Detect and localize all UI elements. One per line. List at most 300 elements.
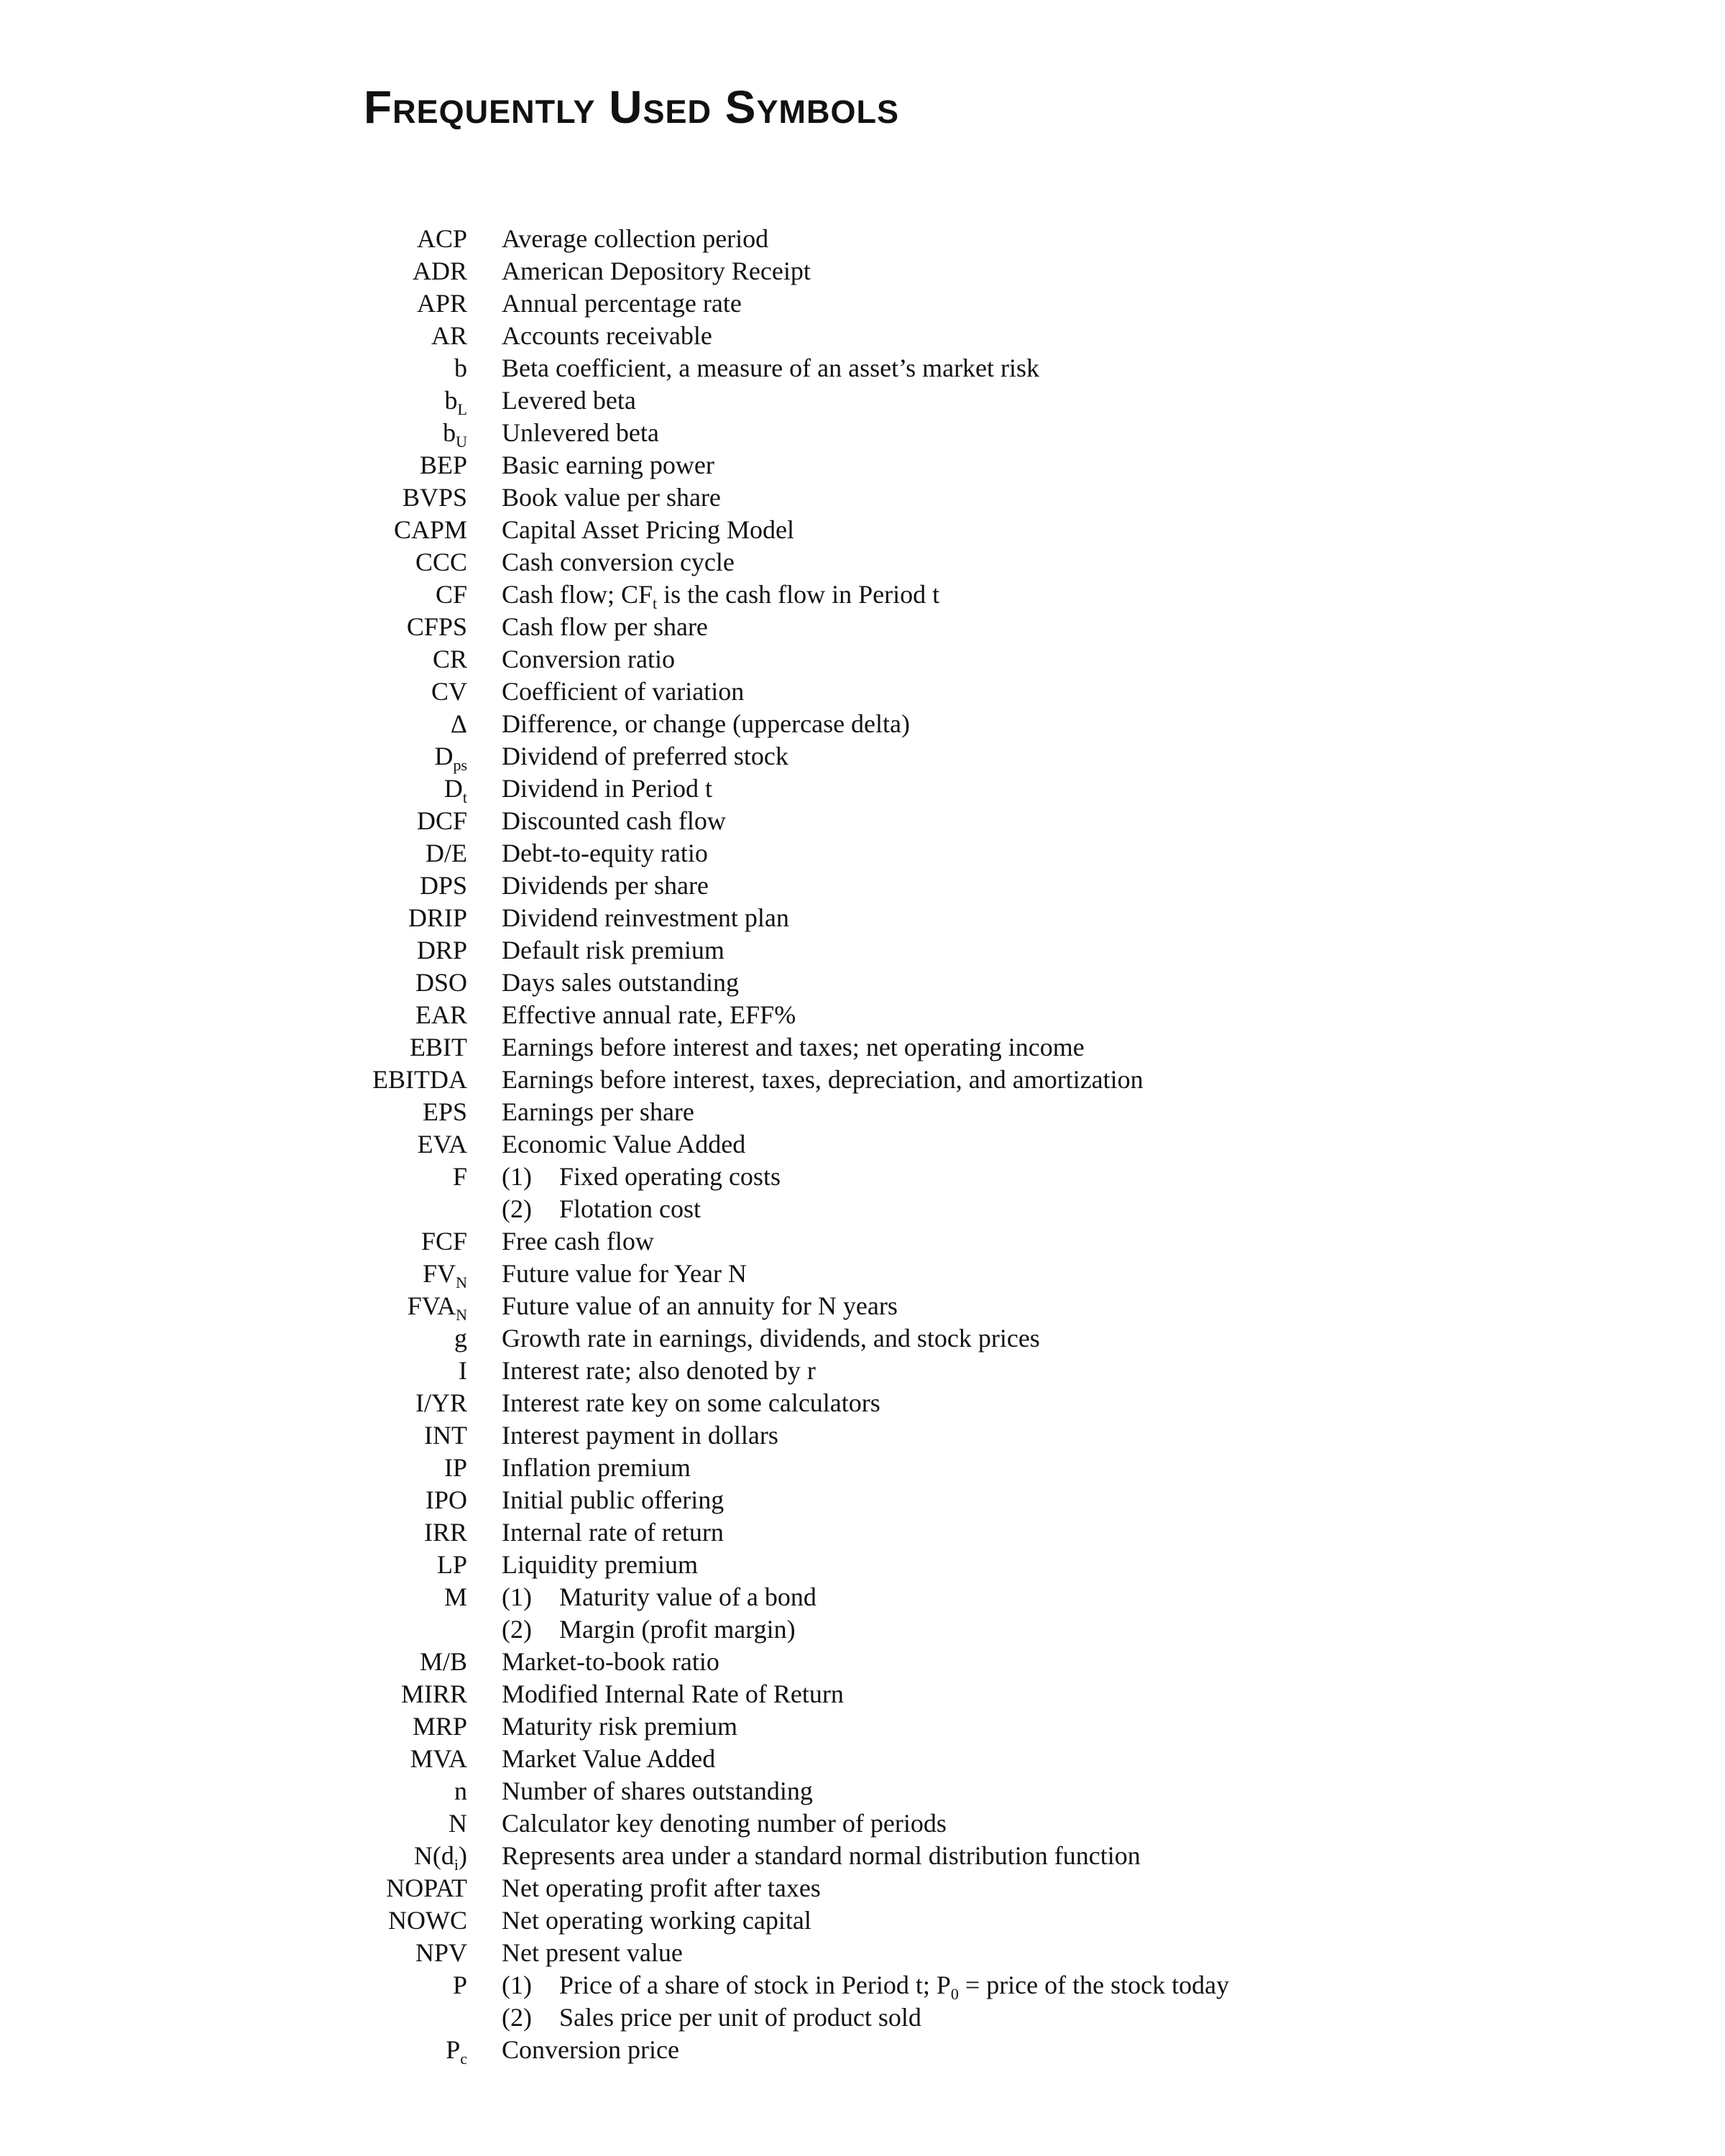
symbol-definitions	[467, 870, 709, 902]
symbol-term	[0, 1840, 467, 1872]
symbol-term	[0, 352, 467, 384]
definition-text: Maturity value of a bond	[559, 1583, 816, 1611]
symbol-text: D	[434, 742, 454, 770]
symbol-entry	[0, 579, 1725, 611]
symbol-text: DRIP	[408, 903, 467, 932]
definition-number: (2)	[502, 1615, 532, 1644]
symbol-definitions	[467, 1743, 715, 1775]
definition-line	[502, 1355, 816, 1387]
definition-text: Future value of an annuity for N years	[502, 1291, 898, 1320]
symbol-entry	[0, 902, 1725, 934]
symbol-text: b	[454, 354, 467, 382]
definition-text: Free cash flow	[502, 1227, 654, 1256]
symbol-term	[0, 643, 467, 676]
symbol-definitions	[467, 611, 708, 643]
definition-line	[502, 999, 796, 1031]
symbol-entry	[0, 320, 1725, 352]
symbol-text: M/B	[419, 1647, 467, 1676]
symbol-text: g	[454, 1324, 467, 1353]
symbol-definitions	[467, 740, 788, 773]
definition-text: Fixed operating costs	[559, 1162, 781, 1191]
symbol-definitions	[467, 1872, 821, 1904]
definition-text: Inflation premium	[502, 1453, 691, 1482]
symbol-text: b	[443, 418, 456, 447]
symbol-definitions	[467, 1031, 1085, 1064]
definition-line	[502, 1904, 811, 1937]
symbol-term	[0, 1904, 467, 1937]
symbol-term	[0, 1387, 467, 1419]
definition-line	[502, 482, 721, 514]
definition-text: Liquidity premium	[502, 1550, 698, 1579]
symbol-definitions	[467, 1904, 811, 1937]
definition-text: Book value per share	[502, 483, 721, 512]
symbol-text: IPO	[425, 1485, 467, 1514]
symbol-entry	[0, 934, 1725, 967]
definition-text: Sales price per unit of product sold	[559, 2003, 921, 2032]
symbol-definitions	[467, 1064, 1144, 1096]
definition-line	[502, 1775, 813, 1807]
symbol-definitions	[467, 546, 735, 579]
symbol-text: CAPM	[393, 515, 467, 544]
definition-line	[502, 384, 636, 417]
symbol-term	[0, 837, 467, 870]
symbol-subscript: L	[457, 400, 467, 418]
definition-text: Price of a share of stock in Period t; P	[559, 1971, 951, 1999]
symbol-definitions	[467, 1161, 781, 1225]
symbol-term	[0, 1290, 467, 1322]
symbol-term	[0, 805, 467, 837]
definition-text: Days sales outstanding	[502, 968, 739, 997]
symbol-term	[0, 1128, 467, 1161]
definition-text: Margin (profit margin)	[559, 1615, 796, 1644]
symbol-definitions	[467, 1646, 719, 1678]
definition-text: Interest rate key on some calculators	[502, 1388, 880, 1417]
definition-text: Number of shares outstanding	[502, 1777, 813, 1805]
definition-line	[502, 870, 709, 902]
definition-text: Basic earning power	[502, 451, 714, 479]
symbol-text: MIRR	[400, 1680, 467, 1708]
symbol-term	[0, 1807, 467, 1840]
definition-line	[502, 676, 744, 708]
symbol-text: EBIT	[410, 1033, 467, 1061]
symbol-entry	[0, 708, 1725, 740]
definition-line	[502, 1710, 737, 1743]
symbol-entry	[0, 1161, 1725, 1225]
symbol-suffix: )	[459, 1841, 467, 1870]
symbol-term	[0, 482, 467, 514]
symbol-entry	[0, 967, 1725, 999]
symbol-definitions	[467, 1290, 898, 1322]
symbol-entry	[0, 1096, 1725, 1128]
symbol-term	[0, 223, 467, 255]
symbol-definitions	[467, 514, 794, 546]
definition-number: (1)	[502, 1162, 532, 1191]
definition-line	[502, 449, 714, 482]
symbol-subscript: t	[462, 788, 467, 806]
definition-line	[502, 967, 739, 999]
symbol-definitions	[467, 223, 768, 255]
symbol-text: CFPS	[406, 612, 467, 641]
definition-line	[502, 1484, 724, 1516]
symbol-text: NPV	[415, 1938, 467, 1967]
symbol-definitions	[467, 1775, 813, 1807]
symbol-term	[0, 579, 467, 611]
definition-line	[502, 2034, 679, 2066]
symbol-text: EVA	[417, 1130, 467, 1158]
definition-text: Conversion price	[502, 2035, 679, 2064]
definition-line	[502, 352, 1039, 384]
definition-text: Unlevered beta	[502, 418, 659, 447]
symbol-entry	[0, 1904, 1725, 1937]
symbol-entry	[0, 1064, 1725, 1096]
symbol-definitions	[467, 1225, 654, 1258]
symbol-entry	[0, 1840, 1725, 1872]
definition-text: Earnings per share	[502, 1097, 694, 1126]
definition-line	[502, 514, 794, 546]
symbol-term	[0, 1452, 467, 1484]
definition-text: Economic Value Added	[502, 1130, 746, 1158]
definition-line	[502, 1516, 724, 1549]
symbol-definitions	[467, 255, 811, 287]
symbol-text: DRP	[416, 936, 467, 964]
symbol-text: CCC	[415, 548, 467, 576]
definition-line	[502, 1613, 816, 1646]
definition-text: Future value for Year N	[502, 1259, 747, 1288]
symbol-definitions	[467, 1128, 745, 1161]
symbol-definitions	[467, 934, 724, 967]
symbol-entry	[0, 1355, 1725, 1387]
symbol-definitions	[467, 2034, 679, 2066]
definition-line	[502, 1549, 698, 1581]
symbol-definitions	[467, 1484, 724, 1516]
definition-text: Dividend in Period t	[502, 774, 712, 803]
symbol-definitions	[467, 1355, 816, 1387]
symbol-term	[0, 449, 467, 482]
symbol-text: FVA	[407, 1291, 456, 1320]
symbol-term	[0, 255, 467, 287]
definition-text: Earnings before interest and taxes; net operating income	[502, 1033, 1085, 1061]
symbol-text: DPS	[419, 871, 467, 900]
symbol-definitions	[467, 1807, 947, 1840]
definition-line	[502, 1128, 745, 1161]
symbol-term	[0, 708, 467, 740]
symbol-term	[0, 1355, 467, 1387]
symbol-text: CF	[435, 580, 467, 609]
symbol-definitions	[467, 902, 789, 934]
page-title: Frequently Used Symbols	[364, 81, 899, 133]
symbol-subscript: ps	[453, 756, 467, 774]
definition-line	[502, 1452, 691, 1484]
symbol-term	[0, 740, 467, 773]
definition-line	[502, 1872, 821, 1904]
definition-number: (1)	[502, 1971, 532, 1999]
symbol-definitions	[467, 1096, 694, 1128]
definition-line	[502, 546, 735, 579]
definition-text: Interest payment in dollars	[502, 1421, 778, 1450]
symbol-entry	[0, 449, 1725, 482]
symbol-term	[0, 967, 467, 999]
symbol-definitions	[467, 967, 739, 999]
symbol-definitions	[467, 1322, 1040, 1355]
symbol-text: I	[459, 1356, 467, 1385]
definition-line	[502, 1096, 694, 1128]
symbol-text: ADR	[412, 257, 467, 285]
symbol-term	[0, 999, 467, 1031]
definition-subscript: 0	[950, 1985, 959, 2003]
definition-line	[502, 1322, 1040, 1355]
symbol-text: IP	[443, 1453, 467, 1482]
definition-line	[502, 1678, 844, 1710]
symbol-term	[0, 870, 467, 902]
definition-text-continued: = price of the stock today	[958, 1971, 1230, 1999]
symbol-definitions	[467, 1581, 816, 1646]
definition-line	[502, 708, 910, 740]
symbol-entry	[0, 2034, 1725, 2066]
symbol-term	[0, 384, 467, 417]
definition-text: Coefficient of variation	[502, 677, 745, 706]
symbol-text: INT	[424, 1421, 467, 1450]
symbol-text: I/YR	[415, 1388, 467, 1417]
symbol-definitions	[467, 579, 939, 611]
symbol-text: P	[446, 2035, 461, 2064]
symbol-definitions	[467, 320, 712, 352]
symbol-term	[0, 320, 467, 352]
definition-text: American Depository Receipt	[502, 257, 811, 285]
symbol-definitions	[467, 999, 796, 1031]
symbol-definitions	[467, 482, 721, 514]
symbol-text: BEP	[419, 451, 467, 479]
symbol-entry	[0, 482, 1725, 514]
symbol-entry	[0, 546, 1725, 579]
definition-line	[502, 1743, 715, 1775]
definition-line	[502, 579, 939, 611]
symbol-entry	[0, 1128, 1725, 1161]
symbol-entry	[0, 1872, 1725, 1904]
symbol-entry	[0, 1937, 1725, 1969]
symbol-term	[0, 676, 467, 708]
symbol-entry	[0, 223, 1725, 255]
symbol-definitions	[467, 1710, 737, 1743]
symbol-entry	[0, 1419, 1725, 1452]
symbol-definitions	[467, 805, 726, 837]
symbol-text: F	[452, 1162, 467, 1191]
definition-text: Earnings before interest, taxes, depreciation, and amortization	[502, 1065, 1144, 1094]
symbol-text: AR	[431, 321, 467, 350]
symbol-definitions	[467, 1549, 698, 1581]
symbol-entry	[0, 676, 1725, 708]
symbol-entry	[0, 1549, 1725, 1581]
symbol-entry	[0, 1807, 1725, 1840]
symbol-text: LP	[436, 1550, 467, 1579]
symbol-text: CV	[431, 677, 467, 706]
definition-text: Dividends per share	[502, 871, 709, 900]
symbol-term	[0, 1710, 467, 1743]
definition-line	[502, 1387, 880, 1419]
symbol-entry	[0, 1969, 1725, 2034]
symbol-term	[0, 1258, 467, 1290]
symbol-entry	[0, 870, 1725, 902]
definition-line	[502, 1064, 1144, 1096]
definition-text: Debt-to-equity ratio	[502, 839, 708, 867]
definition-text-continued: is the cash flow in Period t	[657, 580, 940, 609]
definition-line	[502, 611, 708, 643]
symbol-entry	[0, 611, 1725, 643]
symbol-definitions	[467, 1969, 1229, 2034]
symbol-term	[0, 1743, 467, 1775]
symbol-text: ACP	[416, 224, 467, 253]
definition-text: Growth rate in earnings, dividends, and stock prices	[502, 1324, 1040, 1353]
definition-line	[502, 1290, 898, 1322]
symbol-term	[0, 1516, 467, 1549]
symbol-entry	[0, 514, 1725, 546]
symbol-definitions	[467, 1258, 747, 1290]
definition-line	[502, 1258, 747, 1290]
symbol-definitions	[467, 1840, 1141, 1872]
definition-text: Accounts receivable	[502, 321, 712, 350]
symbol-definitions	[467, 384, 636, 417]
symbol-text: M	[443, 1583, 467, 1611]
symbol-entry	[0, 1031, 1725, 1064]
symbol-entry	[0, 1743, 1725, 1775]
definition-line	[502, 417, 659, 449]
definition-number: (2)	[502, 1194, 532, 1223]
definition-text: Net present value	[502, 1938, 683, 1967]
symbol-entry	[0, 1646, 1725, 1678]
symbol-entry	[0, 1484, 1725, 1516]
symbol-term	[0, 1031, 467, 1064]
symbol-entry	[0, 1322, 1725, 1355]
symbol-entry	[0, 1581, 1725, 1646]
definition-text: Represents area under a standard normal distribution function	[502, 1841, 1141, 1870]
definition-text: Flotation cost	[559, 1194, 701, 1223]
symbol-term	[0, 1549, 467, 1581]
symbol-subscript: i	[454, 1856, 459, 1874]
symbol-entry	[0, 1710, 1725, 1743]
symbol-text: P	[452, 1971, 467, 1999]
symbol-term	[0, 1678, 467, 1710]
symbol-term	[0, 934, 467, 967]
symbol-text: EBITDA	[372, 1065, 467, 1094]
symbol-entry	[0, 1452, 1725, 1484]
definition-line	[502, 902, 789, 934]
definition-line	[502, 1419, 778, 1452]
definition-number: (2)	[502, 2003, 532, 2032]
symbol-term	[0, 546, 467, 579]
definition-text: Maturity risk premium	[502, 1712, 737, 1741]
symbol-definitions	[467, 773, 712, 805]
symbol-entry	[0, 999, 1725, 1031]
symbol-entry	[0, 837, 1725, 870]
definition-text: Cash flow; CF	[502, 580, 653, 609]
symbol-subscript: c	[460, 2050, 467, 2068]
definition-text: Beta coefficient, a measure of an asset’s market risk	[502, 354, 1040, 382]
symbol-definitions	[467, 708, 910, 740]
definition-line	[502, 287, 742, 320]
symbol-term	[0, 1484, 467, 1516]
definition-line	[502, 1840, 1141, 1872]
symbol-term	[0, 1646, 467, 1678]
symbol-text: D/E	[426, 839, 467, 867]
symbol-list	[0, 223, 1725, 2066]
symbol-definitions	[467, 449, 714, 482]
symbol-entry	[0, 1775, 1725, 1807]
symbol-definitions	[467, 417, 659, 449]
symbol-entry	[0, 384, 1725, 417]
symbol-term	[0, 1775, 467, 1807]
definition-text: Net operating profit after taxes	[502, 1874, 821, 1902]
symbol-term	[0, 417, 467, 449]
definition-text: Initial public offering	[502, 1485, 724, 1514]
symbol-term	[0, 1581, 467, 1613]
definition-subscript: t	[653, 594, 658, 612]
symbol-definitions	[467, 643, 675, 676]
definition-line	[502, 934, 724, 967]
definition-line	[502, 805, 726, 837]
definition-line	[502, 837, 708, 870]
definition-line	[502, 1161, 781, 1193]
definition-text: Discounted cash flow	[502, 806, 726, 835]
symbol-term	[0, 1064, 467, 1096]
symbol-text: CR	[432, 645, 467, 673]
symbol-text: b	[444, 386, 458, 415]
symbol-definitions	[467, 1678, 844, 1710]
definition-line	[502, 740, 788, 773]
symbol-text: DSO	[415, 968, 467, 997]
definition-text: Average collection period	[502, 224, 769, 253]
definition-line	[502, 1031, 1085, 1064]
symbol-subscript: U	[456, 433, 467, 451]
definition-text: Dividend of preferred stock	[502, 742, 788, 770]
definition-line	[502, 773, 712, 805]
symbol-term	[0, 1937, 467, 1969]
definition-text: Cash conversion cycle	[502, 548, 735, 576]
symbol-term	[0, 611, 467, 643]
symbol-entry	[0, 1678, 1725, 1710]
symbol-entry	[0, 773, 1725, 805]
symbol-entry	[0, 1387, 1725, 1419]
symbol-subscript: N	[456, 1306, 467, 1324]
symbol-text: FV	[423, 1259, 456, 1288]
symbol-term	[0, 1322, 467, 1355]
symbol-text: N(d	[413, 1841, 454, 1870]
symbol-term	[0, 287, 467, 320]
symbol-entry	[0, 255, 1725, 287]
definition-text: Effective annual rate, EFF%	[502, 1000, 796, 1029]
symbol-text: MVA	[410, 1744, 467, 1773]
definition-line	[502, 1581, 816, 1613]
definition-line	[502, 2001, 1229, 2034]
definition-text: Difference, or change (uppercase delta)	[502, 709, 911, 738]
symbol-entry	[0, 740, 1725, 773]
symbol-text: MRP	[412, 1712, 467, 1741]
definition-text: Calculator key denoting number of periods	[502, 1809, 947, 1838]
definition-line	[502, 1937, 683, 1969]
symbol-text: BVPS	[402, 483, 467, 512]
symbol-definitions	[467, 1452, 691, 1484]
symbol-text: EAR	[415, 1000, 467, 1029]
symbol-entry	[0, 417, 1725, 449]
symbol-text: NOWC	[388, 1906, 467, 1935]
symbol-text: n	[454, 1777, 467, 1805]
symbol-entry	[0, 643, 1725, 676]
symbol-term	[0, 1161, 467, 1193]
symbol-term	[0, 1969, 467, 2001]
symbol-text: EPS	[422, 1097, 467, 1126]
definition-text: Modified Internal Rate of Return	[502, 1680, 844, 1708]
definition-text: Internal rate of return	[502, 1518, 724, 1547]
symbol-text: IRR	[423, 1518, 467, 1547]
symbol-text: APR	[416, 289, 467, 318]
